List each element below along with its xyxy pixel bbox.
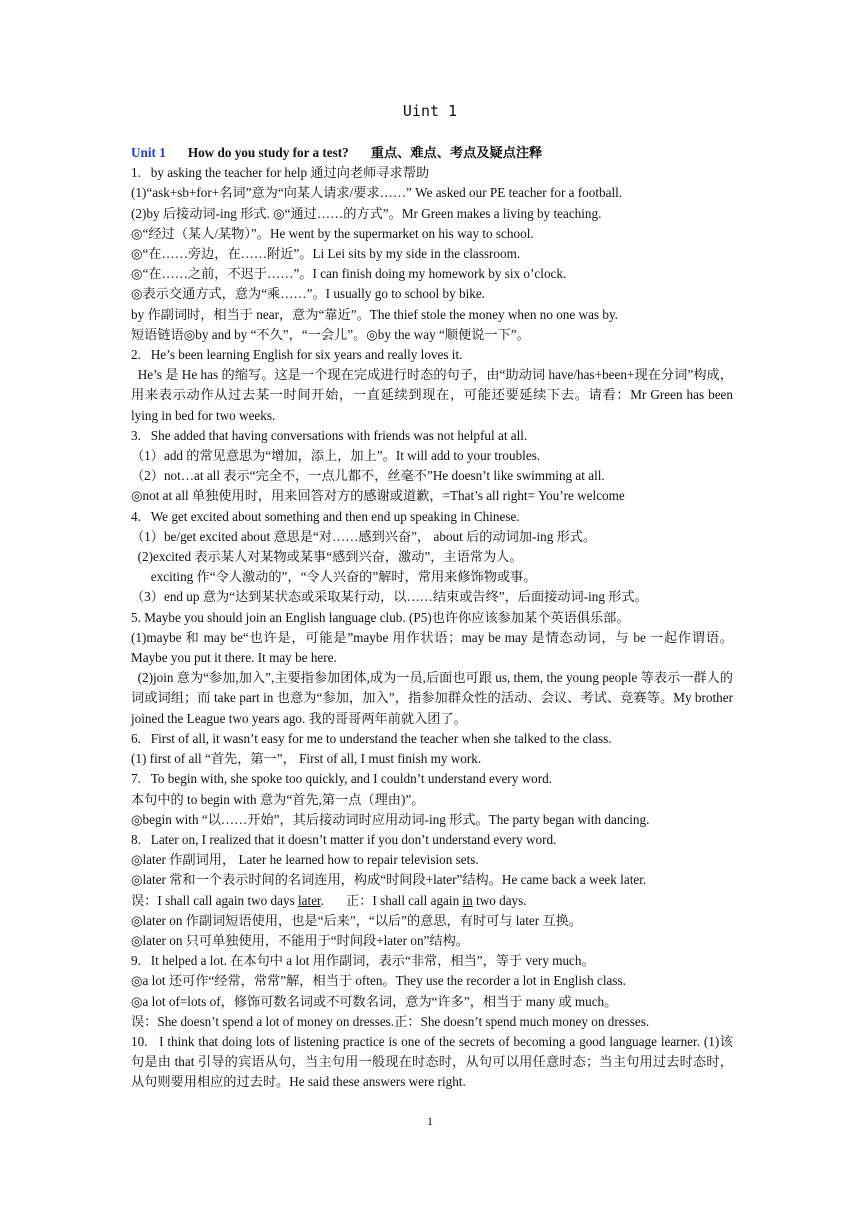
text-line: by 作副词时，相当于 near，意为“靠近”。The thief stole the money when no one was by. [131,306,618,322]
text-paragraph: 10. I think that doing lots of listening practice is one of the secrets of becoming a good language learner. (1)该句是由 that 引导的宾语从句，当主句用一般现在时态时，从句可以用任意时态；当主句用过去时态时，从句则要用相应的过去时。He said these answers were right. [131,1033,733,1090]
text-paragraph: (1)maybe 和 may be“也许是，可能是”maybe 用作状语；may be may 是情态动词，与 be 一起作谓语。Maybe you put it there. It may be here. [131,629,733,666]
right-suffix: two days. [472,892,527,908]
right-example: 正：I shall call again [346,892,463,908]
text-line: 本句中的 to begin with 意为“首先,第一点（理由)”。 [131,791,425,807]
text-line: ◎a lot of=lots of，修饰可数名词或不可数名词，意为“许多”，相当于 many 或 much。 [131,993,618,1009]
page-number: 1 [427,1114,433,1128]
text-line: (2)excited 表示某人对某物或某事“感到兴奋，激动”，主语常为人。 [131,549,523,565]
document-title: Uint 1 [402,102,458,120]
text-line: ◎a lot 还可作“经常，常常”解，相当于 often。They use the recorder a lot in English class. [131,973,626,989]
text-line: 短语链语◎by and by “不久”，“一会儿”。◎by the way “顺便说一下”。 [131,326,530,342]
text-paragraph: He’s 是 He has 的缩写。这是一个现在完成进行时态的句子，由“助动词 have/has+been+现在分词”构成，用来表示动作从过去某一时间开始，一直延续到现在，可能还要延续下去。请看：Mr Green has been lying in bed for two weeks. [131,367,733,423]
text-line: ◎later on 只可单独使用，不能用于“时间段+later on”结构。 [131,932,469,948]
text-line: （3）end up 意为“达到某状态或采取某行动，以……结束或告终”，后面接动词-ing 形式。 [131,589,648,605]
text-line: 2. He’s been learning English for six years and really loves it. [131,347,463,363]
text-line: 9. It helped a lot. 在本句中 a lot 用作副词，表示“非常，相当”，等于 very much。 [131,953,595,969]
text-line: 7. To begin with, she spoke too quickly, and I couldn’t understand every word. [131,771,552,787]
text-line: 8. Later on, I realized that it doesn’t matter if you don’t understand every word. [131,831,557,847]
text-paragraph: (2)join 意为“参加,加入”,主要指参加团体,成为一员,后面也可跟 us, them, the young people 等表示一群人的词或词组；而 take part in 也意为“参加，加入”，指参加群众性的活动、会议、考试、竞赛等。My brother joined the League two years ago. 我的哥哥两年前就入团了。 [131,670,733,726]
text-line: （1）add 的常见意思为“增加，添上，加上”。It will add to your troubles. [131,448,541,464]
text-line: 6. First of all, it wasn’t easy for me to understand the teacher when she talked to the class. [131,730,612,746]
unit-heading-text: How do you study for a test? [187,145,349,160]
wrong-word: later [298,892,321,908]
unit-label: Unit 1 [131,145,166,160]
text-line: （1）be/get excited about 意思是“对……感到兴奋”， about 后的动词加-ing 形式。 [131,528,597,544]
text-line: ◎later 常和一个表示时间的名词连用，构成“时间段+later”结构。He came back a week later. [131,872,647,888]
text-line: 3. She added that having conversations with friends was not helpful at all. [131,427,528,443]
text-line: 误：She doesn’t spend a lot of money on dresses.正：She doesn’t spend much money on dresses. [131,1013,650,1029]
text-line: 4. We get excited about something and then end up speaking in Chinese. [131,508,520,524]
text-line: ◎表示交通方式，意为“乘……”。I usually go to school by bike. [131,286,485,302]
text-line: ◎“经过（某人/某物）”。He went by the supermarket on his way to school. [131,225,534,241]
text-line: 5. Maybe you should join an English language club. (P5)也许你应该参加某个英语俱乐部。 [131,609,630,625]
document-body [131,143,733,1093]
text-line: ◎begin with “以……开始”，其后接动词时应用动词-ing 形式。The party began with dancing. [131,811,650,827]
right-word: in [462,892,473,908]
unit-heading-tag: 重点、难点、考点及疑点注释 [370,145,543,160]
text-line: exciting 作“令人激动的”，“令人兴奋的”解时，常用来修饰物或事。 [131,569,537,585]
unit-heading [131,143,733,163]
error-correction-line [131,891,733,911]
text-line: ◎later on 作副词短语使用，也是“后来”，“以后”的意思，有时可与 later 互换。 [131,912,583,928]
text-line: (2)by 后接动词-ing 形式. ◎“通过……的方式”。Mr Green makes a living by teaching. [131,205,602,221]
text-line: (1) first of all “首先，第一”， First of all, I must finish my work. [131,751,482,767]
text-line: 1. by asking the teacher for help 通过向老师寻求帮助 [131,165,430,181]
text-line: ◎“在……之前，不迟于……”。I can finish doing my homework by six o’clock. [131,266,567,282]
wrong-suffix: . [320,892,325,908]
text-line: ◎later 作副词用， Later he learned how to repair television sets. [131,852,479,868]
text-line: （2）not…at all 表示“完全不，一点儿都不，丝毫不”He doesn’t like swimming at all. [131,468,605,484]
text-line: ◎“在……旁边，在……附近”。Li Lei sits by my side in the classroom. [131,246,521,262]
text-line: (1)“ask+sb+for+名词”意为“向某人请求/要求……” We asked our PE teacher for a football. [131,185,623,201]
wrong-example: 误：I shall call again two days [131,892,299,908]
text-line: ◎not at all 单独使用时，用来回答对方的感谢或道歉，=That’s all right= You’re welcome [131,488,625,504]
